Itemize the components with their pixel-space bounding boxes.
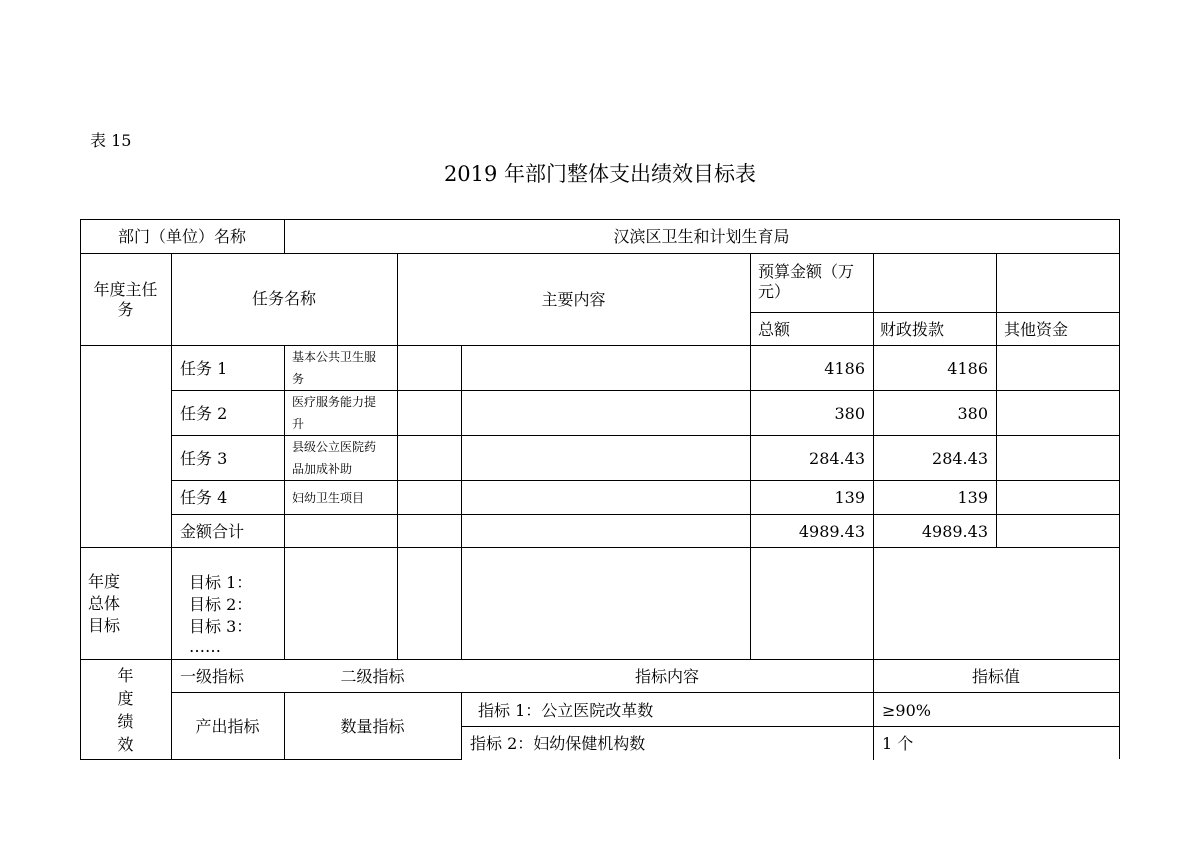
task-fiscal: 284.43 [932,449,988,468]
task-fiscal: 380 [957,404,988,423]
indicator-2-value: 1 个 [882,734,914,753]
fiscal-header: 财政拨款 [880,320,945,339]
sum-total: 4989.43 [798,522,865,541]
task-fiscal: 139 [957,488,988,507]
budget-header: 预算金额（万 元） [758,262,855,301]
task-name: 基本公共卫生服 务 [292,350,377,386]
sum-label: 金额合计 [180,522,245,541]
annual-goals-list: 目标 1： 目标 2： 目标 3： …… [189,573,253,656]
table-line [171,692,1120,693]
task-total: 4186 [824,359,865,378]
annual-task-header: 年度主任 务 [93,280,158,319]
table-line [397,345,398,660]
task-label: 任务 2 [180,404,228,423]
table-line [80,659,1120,660]
indicator-1: 指标 1：公立医院改革数 [478,701,654,720]
level1-indicator-header: 一级指标 [180,667,245,686]
table-line [80,253,1120,254]
table-line [461,692,462,760]
table-line [171,253,172,760]
indicator-content-header: 指标内容 [634,667,699,686]
task-name: 妇幼卫生项目 [292,491,365,505]
table-line [996,253,997,548]
dept-name-label: 部门（单位）名称 [117,227,246,246]
task-fiscal: 4186 [947,359,988,378]
table-line [750,312,1120,313]
annual-performance-label: 年 度 绩 效 [117,666,134,754]
indicator-2: 指标 2：妇幼保健机构数 [470,734,646,753]
task-label: 任务 4 [180,488,228,507]
task-label: 任务 3 [180,449,228,468]
total-header: 总额 [758,320,791,339]
task-name: 县级公立医院药 品加成补助 [292,440,377,476]
indicator-value-header: 指标值 [971,667,1020,686]
task-total: 284.43 [809,449,865,468]
task-name: 医疗服务能力提 升 [292,395,377,431]
indicator-1-value: ≥90% [882,701,931,720]
annual-goals-label: 年度 总体 目标 [88,572,121,635]
table-line [80,547,1120,548]
table-line [461,345,462,660]
table-line [171,514,1120,515]
sum-fiscal: 4989.43 [921,522,988,541]
task-label: 任务 1 [180,359,228,378]
table-line [284,345,285,660]
output-indicator: 产出指标 [195,717,260,736]
table-line [80,219,1120,220]
main-content-header: 主要内容 [541,290,606,309]
table-line [1119,219,1120,759]
task-total: 380 [834,404,865,423]
quantity-indicator: 数量指标 [340,717,405,736]
task-name-header: 任务名称 [251,289,316,308]
table-line [80,759,461,760]
task-total: 139 [834,488,865,507]
level2-indicator-header: 二级指标 [340,667,405,686]
table-line [80,345,1120,346]
dept-name-value: 汉滨区卫生和计划生育局 [613,227,790,246]
table-line [171,480,1120,481]
table-line [461,726,1120,727]
document-title: 2019 年部门整体支出绩效目标表 [443,162,757,186]
other-funds-header: 其他资金 [1004,320,1069,339]
table-number-label: 表 15 [90,131,132,150]
